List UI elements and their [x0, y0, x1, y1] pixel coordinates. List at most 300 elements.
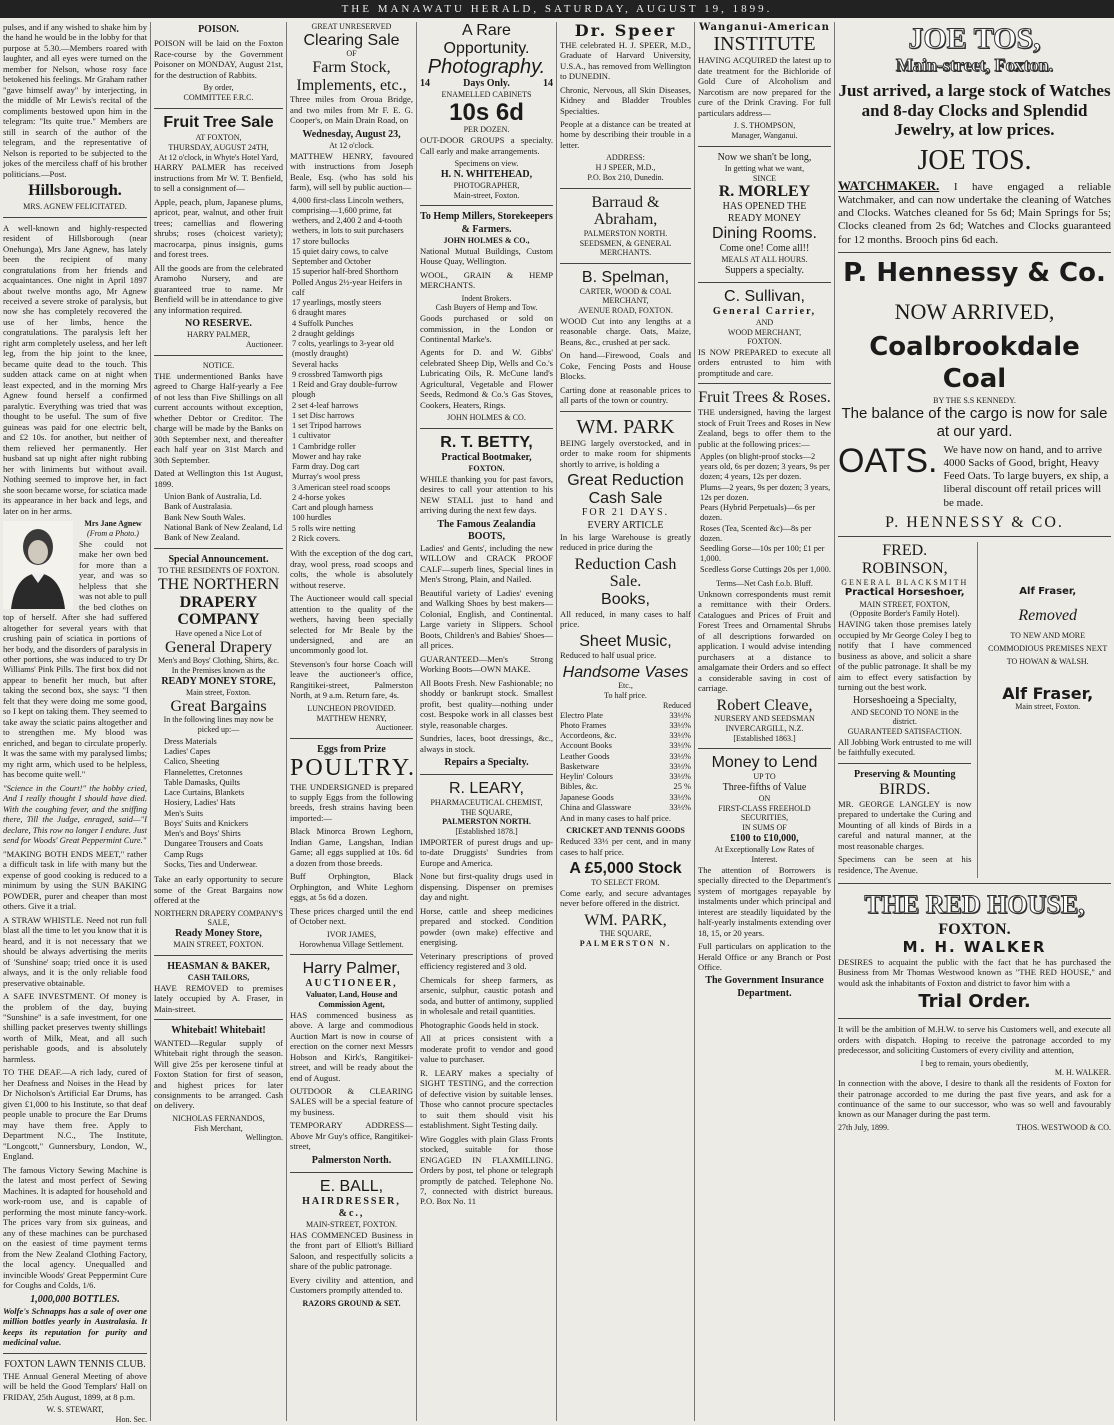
reduction-item: Japanese Goods	[560, 792, 614, 802]
ad-text: HAS OPENED THE	[722, 200, 807, 212]
ad-text: Horseshoeing a Specialty,	[852, 695, 957, 707]
ad-text: TO NEW AND MORE COMMODIOUS PREMISES NEXT TO HOWAN & WALSH.	[988, 631, 1108, 666]
ad-headline: Dining Rooms.	[712, 225, 817, 243]
ad-signature: Horowhenua Village Settlement.	[299, 939, 404, 949]
ad-body: Black Minorca Brown Leghorn, Indian Game, Langshan, Indian Game; all eggs supplied at 10s. 6d a dozen from those breeds.	[290, 826, 413, 868]
ad-text: NORTHERN DRAPERY COMPANY'S SALE,	[154, 908, 283, 928]
stock-item: 2 draught geldings	[292, 328, 355, 338]
column-2	[154, 22, 283, 1288]
ad-text: GREAT UNRESERVED	[311, 22, 392, 31]
ad-text: Indent Brokers.	[461, 293, 512, 303]
ad-signature: Auctioneer.	[375, 723, 413, 733]
ad-text: TO SELECT FROM.	[591, 877, 660, 887]
ad-date: 27th July, 1899.	[838, 1122, 890, 1132]
ad-body: Photographic Goods held in stock.	[420, 1019, 539, 1030]
reduction-row	[560, 772, 691, 782]
reduction-percent: 33⅓%	[669, 731, 691, 740]
ad-text: P.O. Box 210, Dunedin.	[587, 172, 664, 182]
news-paragraph: The famous Victory Sewing Machine is the latest and most perfect of Sewing Machines. It is adapted for household and work-room use, and is capable of performing the most minute fancy-work. The prices vary from six guineas, and any of these machines can be purchased on the easiest of time payment terms from the New Zealand Clothing Factory, the local agency. Unequalled and invincible Woods' Great Peppermint Cure for Coughs and Colds, 1/6.	[3, 1164, 147, 1291]
ad-body: OUT-DOOR GROUPS a specialty. Call early and make arrangements.	[420, 135, 553, 156]
news-paragraph: A SAFE INVESTMENT. Of money is the problem of the day, buying "Sunshine" is a safe investment, for one shilling packet preserves twenty shillings worth of Milk, Meat, and all such perishable goods, and is absolutely harmless.	[3, 991, 147, 1064]
ad-text: PHOTOGRAPHER,	[453, 180, 520, 190]
ad-body: Sundries, laces, boot dressings, &c., always in stock.	[420, 733, 553, 754]
ad-text: At Exceptionally Low Rates of	[714, 845, 815, 855]
ad-headline: Coalbrookdale Coal	[869, 332, 1080, 394]
ad-text: AND SECOND TO NONE in the district.	[850, 707, 959, 727]
ad-text: Valuator, Land, House and Commission Agent,	[305, 990, 398, 1009]
reduction-percent: 33⅓%	[669, 772, 691, 781]
ad-headline: READY MONEY STORE,	[161, 675, 276, 687]
ad-text: PALMERSTON N.	[579, 938, 672, 948]
ad-headline: Just arrived, a large stock of Watches and 8-day Clocks and Splendid Jewelry, at low prices.	[838, 80, 1111, 140]
column-3	[290, 22, 417, 1308]
days-text: Days Only.	[463, 78, 510, 90]
ad-headline: R. T. BETTY,	[440, 434, 533, 452]
article-headline: Hillsborough.	[28, 182, 122, 200]
ad-signature: M. H. WALKER.	[1054, 1068, 1111, 1078]
ad-body: R. LEARY makes a specialty of SIGHT TESTING, and the correction of defective vision by suitable lenses. Those who cannot procure spectacles to suit them should visit his establishment. Sight Testing daily.	[420, 1067, 553, 1131]
reductions-table	[560, 711, 691, 814]
ad-body: TEMPORARY ADDRESS—Above Mr Guy's office, Rangitikei-street,	[290, 1120, 413, 1152]
ad-headline: Fruit Tree Sale	[163, 113, 274, 131]
fruit-price-item: Scedless Gorse Cuttings 20s per 1,000.	[700, 564, 831, 574]
oats-headline: OATS.	[838, 441, 938, 480]
ad-signature: Fish Merchant,	[194, 1123, 243, 1133]
ad-body: In connection with the above, I desire to thank all the residents of Foxton for their patronage accorded to me during the past five years, and ask for a continuance of the same to our successor, who was so well and favourably known as our Manager during the past term.	[838, 1078, 1111, 1120]
ad-text: Three-fifths of Value	[722, 781, 807, 793]
ad-headline: Fruit Trees & Roses.	[698, 389, 831, 407]
ad-body: HAS COMMENCED Business in the front part of Elliott's Billiard Saloon, and respectfully solicits a share of the public patronage.	[290, 1229, 413, 1272]
stock-item: 9 crossbred Tamworth pigs	[292, 369, 383, 379]
ad-row	[420, 78, 553, 90]
ad-headline: Reduction Cash Sale.	[574, 555, 677, 591]
ad-body: Beautiful variety of Ladies' evening and Walking Shoes by best makers—Colonial, English, and Continental. Large variety in Slippers. School Boots, Children's and Babies' Shoes—all prices.	[420, 587, 553, 651]
ad-headline: BIRDS.	[879, 781, 931, 799]
ad-body: Ladies' and Gents', including the new WILLOW and CRACK PROOF CALF—superb lines, Special lines in Men's Strong, Plain, and Nailed.	[420, 542, 553, 585]
ad-body: All Jobbing Work entrusted to me will be faithfully executed.	[838, 736, 972, 758]
ad-body: Come early, and secure advantages never before offered in the district.	[560, 887, 691, 909]
reduction-item: China and Glassware	[560, 802, 632, 812]
news-paragraph: A STRAW WHISTLE. Need not run full blast all the time to let you know that it is heard, and it is not necessary that we should be always advertising the merits of 'Sunshine' soap; tried once it is used always, and it is the only reliable food preservative obtainable.	[3, 914, 147, 988]
reduction-row	[560, 741, 691, 751]
ad-text: THURSDAY, AUGUST 24TH,	[168, 142, 269, 152]
bank-name: Bank of New Zealand.	[164, 533, 240, 543]
reduction-percent: 33⅓%	[669, 751, 691, 761]
ad-body: HAS commenced business as above. A large and commodious Auction Mart is now in course of erection on the corner next Messrs Hobson and Kirk's, Rangitikei-street, and will be ready about the end of August.	[290, 1009, 413, 1083]
ad-headline: Sheet Music,	[579, 632, 672, 650]
ad-signature: NICHOLAS FERNANDOS,	[172, 1113, 265, 1123]
ad-body: HARRY PALMER has received instructions from Mr W. T. Benfield, to sell a consignment of—	[154, 162, 283, 194]
ad-body: All the goods are from the celebrated Aramoho Nursery, and are guaranteed true to name. Mr Benfield will be in attendance to give any information required.	[154, 262, 283, 315]
ad-body: All at prices consistent with a moderate profit to vendor and good value to purchaser.	[420, 1033, 553, 1065]
days-number: 14	[543, 78, 553, 90]
ad-headline: The balance of the cargo is now for sale at our yard.	[841, 405, 1108, 440]
ad-body: Agents for D. and W. Gibbs' celebrated Sheep Dip, Wells and Co.'s Lubricating Oils, R. McCune land's Agricultural, Vegetable and Flower Seeds, Redmond & Co.'s Gas Stoves, Cookers, Heaters, Rings.	[420, 347, 553, 410]
ad-headline: Wanganui-American	[699, 22, 830, 33]
ad-body: The attention of Borrowers is specially directed to the Department's system of mortgages repayable by instalments under which principal and interest are steadily liquidated by the half-yearly instalments extending over 18, 15, or 20 years.	[698, 864, 831, 938]
bargain-item: Boys' Suits and Knickers	[164, 818, 249, 828]
stock-item: 2 set 4-leaf harrows	[292, 400, 359, 410]
newspaper-masthead: THE MANAWATU HERALD, SATURDAY, AUGUST 19, 1899.	[0, 0, 1114, 18]
reduction-item: Heylin' Colours	[560, 772, 613, 781]
ad-text: FOR 21 DAYS.	[581, 507, 670, 519]
ad-text: IN SUMS OF	[742, 823, 787, 833]
ad-headline: Preserving & Mounting	[853, 768, 956, 780]
reduction-percent: 33⅓%	[669, 792, 691, 802]
ad-headline: M. H. WALKER	[902, 938, 1047, 957]
ad-headline: Wednesday, August 23,	[302, 128, 401, 140]
ad-headline: Great Bargains	[170, 697, 267, 715]
ad-text: FOXTON.	[747, 337, 782, 347]
ad-body: Wire Goggles with plain Glass Fronts stocked, suitable for those ENGAGED IN FLAXMILLING. Orders by post, tel phone or telegraph promptly de patched. Telephone No. 7, connected with district bureaus. P.O. Box No. 11	[420, 1133, 553, 1207]
stock-item: Farm dray. Dog cart	[292, 462, 360, 472]
ad-text: THE SQUARE,	[460, 807, 513, 817]
ad-text: Have opened a Nice Lot of	[175, 628, 262, 638]
ad-text: [Established 1863.]	[733, 733, 796, 743]
reduction-item: Accordeons, &c.	[560, 731, 617, 740]
ad-headline: H. N. WHITEHEAD,	[440, 168, 533, 180]
reduction-percent: 33⅓%	[669, 802, 691, 812]
ad-headline: The Famous Zealandia BOOTS,	[437, 518, 536, 542]
bargain-item: Table Damasks, Quilts	[164, 777, 240, 787]
ad-body: MATTHEW HENRY, favoured with instructions from Joseph Beale, Esq. (who has sold his farm), will sell by public auction—	[290, 150, 413, 193]
ad-headline: WM. PARK	[576, 415, 675, 438]
ad-signature: THOS. WESTWOOD & CO.	[1016, 1122, 1111, 1132]
watchmaker-label: WATCHMAKER.	[838, 177, 940, 193]
bargain-item: Men's and Boys' Shirts	[164, 829, 241, 839]
ad-body: People at a distance can be treated at home by describing their trouble in a letter.	[560, 118, 691, 150]
ad-signature: HARRY PALMER,	[187, 330, 250, 340]
ad-headline: Eggs from Prize	[317, 744, 386, 756]
reduced-header: Reduced	[663, 700, 691, 710]
ad-text: Cash Buyers of Hemp and Tow.	[435, 303, 538, 313]
bank-name: National Bank of New Zealand, Ld	[164, 522, 283, 532]
ad-signature: COMMITTEE F.R.C.	[183, 92, 254, 102]
ad-signature: Manager, Wanganui.	[731, 130, 798, 140]
stock-item: Murray's wool press	[292, 472, 361, 482]
ad-text: FIRST-CLASS FREEHOLD	[718, 803, 811, 813]
ad-text: At 12 o'clock.	[329, 140, 374, 150]
robinson-ad	[838, 542, 971, 878]
ad-headline: RAZORS GROUND & SET.	[302, 1298, 401, 1308]
bargain-item: Lace Curtains, Blankets	[164, 788, 245, 798]
ad-text: GUARANTEED SATISFACTION.	[847, 727, 962, 737]
ad-text: WOOD MERCHANT,	[727, 327, 802, 337]
reduction-percent: 33⅓%	[669, 720, 691, 730]
reduction-row	[560, 711, 691, 721]
ad-text: At 12 o'clock, in Whyte's Hotel Yard,	[158, 152, 279, 162]
ad-body: MR. GEORGE LANGLEY is now prepared to undertake the Curing and Mounting of all kinds of Birds in a careful and natural manner, at the most reasonable charges.	[838, 798, 972, 851]
ad-signature: Wellington.	[245, 1133, 283, 1143]
ad-text: Main street, Foxton.	[1015, 702, 1081, 712]
ad-text: JOHN HOLMES & CO.,	[443, 235, 530, 245]
fruit-price-item: Plums—2 years, 9s per dozen; 3 years, 12s per dozen.	[700, 482, 831, 502]
ad-text: Main-street, Foxton.	[453, 190, 520, 200]
ad-signature: IVOR JAMES,	[327, 929, 376, 939]
ad-body: We have now on hand, and to arrive 4000 Sacks of Good, bright, Heavy Feed Oats. To large buyers, ex ship, a liberal discount off retail prices will be made.	[943, 443, 1109, 509]
ad-headline: To Hemp Millers, Storekeepers & Farmers.	[420, 211, 553, 235]
stock-item: 5 rolls wire netting	[292, 523, 356, 533]
stock-item: 2 Rick covers.	[292, 533, 341, 543]
ad-text: PER DOZEN.	[463, 125, 510, 135]
ad-body: BEING largely overstocked, and in order to make room for shipments shortly to arrive, is holding a	[560, 437, 691, 469]
reduction-row	[560, 762, 691, 772]
stock-item: Several hacks	[292, 359, 339, 369]
reduction-row	[560, 803, 691, 813]
ad-headline: JOE TOS,	[908, 22, 1041, 55]
bargain-list	[164, 737, 283, 870]
ad-text: MEALS AT ALL HOURS.	[721, 255, 808, 265]
ad-body: GUARANTEED—Men's Strong Working Boots—OWN MAKE.	[420, 653, 553, 675]
column-6	[698, 22, 831, 1288]
ad-headline: Barraud & Abraham,	[591, 193, 660, 229]
ad-headline: POISON.	[198, 24, 239, 35]
reduction-row	[560, 721, 691, 731]
ad-body: All reduced, in many cases to half price.	[560, 608, 691, 630]
ad-body: Unknown correspondents must remit a remittance with their Orders. Catalogues and Prices of Fruit and Forest Trees and Ornamental Shrubs of all descriptions forwarded on application. I would advise intending purchasers at a distance to amalgamate their Orders and so effect a considerable saving in cost of carriage.	[698, 588, 831, 694]
stock-item: 1 cultivator	[292, 431, 331, 441]
reduction-item: Electro Plate	[560, 710, 604, 720]
column-rule	[286, 22, 287, 1421]
ad-body: Chronic, Nervous, all Skin Diseases, Kidney and Bladder Troubles Specialties.	[560, 84, 691, 116]
ad-headline: AUCTIONEER,	[305, 977, 398, 989]
ad-headline: Now we shan't be long,	[717, 151, 812, 163]
ad-body: IMPORTER of purest drugs and up-to-date Druggists' Sundries from Europe and America.	[420, 836, 553, 868]
ad-text: BY THE S.S KENNEDY.	[933, 395, 1016, 405]
ad-text: ON	[758, 793, 771, 803]
article-subheadline: MRS. AGNEW FELICITATED.	[23, 201, 127, 211]
ad-body: WANTED—Regular supply of Whitebait right through the season. Will give 25s per kerosene tinful at Foxton Station for first of season, and highest prices for later consignments to be arranged. Cash on delivery.	[154, 1037, 283, 1111]
ad-body: None but first-quality drugs used in dispensing. Dispenser on premises day and night.	[420, 871, 553, 903]
ad-headline: Palmerston North.	[311, 1154, 392, 1166]
ad-text: UP TO	[753, 772, 776, 782]
ad-text: Come one! Come all!!	[719, 242, 810, 254]
bank-name: Bank of Australasia.	[164, 502, 233, 512]
ad-headline: Handsome Vases	[562, 663, 689, 681]
ad-body: WOOL, GRAIN & HEMP MERCHANTS.	[420, 269, 553, 291]
ad-headline: B. Spelman,	[581, 269, 670, 287]
bank-name: Union Bank of Australia, Ld.	[164, 492, 262, 502]
ad-text: PHARMACEUTICAL CHEMIST,	[430, 797, 543, 807]
fruit-price-list	[700, 452, 831, 575]
ad-headline: THE RED HOUSE,	[864, 890, 1085, 920]
ad-body: Reduced to half usual price.	[560, 650, 657, 661]
ad-headline: INSTITUTE	[713, 33, 816, 56]
ad-headline: A Rare Opportunity.	[443, 22, 530, 57]
ad-text: NURSERY AND SEEDSMAN	[714, 714, 815, 724]
ad-body: The Auctioneer would call special attention to the quality of the wethers, having been specially selected for Mr Beale by the undersigned, and are an uncommonly good lot.	[290, 593, 413, 656]
column-rule	[416, 22, 417, 1421]
ad-headline: Practical Horseshoer,	[844, 587, 965, 599]
ad-headline: Practical Bootmaker,	[441, 451, 532, 463]
column-rule	[556, 22, 557, 1421]
stock-item: 1 Cambridge roller	[292, 441, 356, 451]
ad-headline: R. MORLEY	[718, 183, 811, 201]
portrait-caption: Mrs Jane Agnew	[84, 519, 142, 529]
ad-headline: FRED. ROBINSON,	[861, 542, 948, 578]
ad-body: All Boots Fresh. New Fashionable; no shoddy or bankrupt stock. Smallest profit, best quality—nothing under cost. Bespoke work in all classes best style, reasonable charges.	[420, 677, 553, 730]
ad-headline: 1,000,000 BOTTLES.	[30, 1293, 120, 1305]
reduction-percent: 33⅓%	[669, 741, 691, 751]
ad-text: MAIN STREET, FOXTON.	[173, 940, 264, 950]
ad-text: [Established 1878.]	[455, 827, 518, 837]
bank-name: Bank New South Wales.	[164, 512, 246, 522]
ad-body: I have engaged a reliable Watchmaker, and can now undertake the cleaning of Watches and Clocks. Watches cleaned for 5s 6d; Main Springs for 5s; Clocks cleaned from 2s 6d; Watches and Clocks guaranteed for 12 months. Brooch pins 6d each.	[838, 180, 1112, 246]
stock-item: 1 set Tripod harrows	[292, 421, 362, 431]
ad-text: Specimens on view.	[454, 159, 519, 169]
ad-text: Men's and Boys' Clothing, Shirts, &c.	[157, 656, 280, 666]
stock-item: 7 colts, yearlings to 3-year old (mostly draught)	[292, 339, 394, 359]
ad-body: DESIRES to acquaint the public with the fact that he has purchased the Business from Mr Thomas Westwood known as "THE RED HOUSE," and would ask the inhabitants of Foxton and district to favor him with a	[838, 956, 1111, 988]
ad-body: THE celebrated H. J. SPEER, M.D., Graduate of Harvard University, U.S.A., has removed from Wellington to DUNEDIN.	[560, 39, 691, 82]
ad-text: OF	[346, 49, 357, 59]
reduction-row	[560, 731, 691, 741]
portrait-credit: (From a Photo.)	[87, 528, 139, 538]
ad-text: MAIN STREET, FOXTON,	[859, 599, 950, 609]
ad-headline: Alf Fraser,	[1002, 683, 1094, 703]
reduction-percent: 25 %	[673, 782, 691, 792]
ad-body: Horse, cattle and sheep medicines prepared and stocked. Condition powder (own make) effective and energising.	[420, 905, 553, 948]
ad-headline: A £5,000 Stock	[569, 860, 682, 878]
stock-item: Mower and hay rake	[292, 451, 362, 461]
ad-text: I beg to remain, yours obediently,	[920, 1058, 1029, 1068]
news-paragraph: "MAKING BOTH ENDS MEET," rather a difficult task in life with many but the expense of good cooking is reduced to a minimum by using the SUN BAKING POWDER, purer and cheaper than most others. Give it a trial.	[3, 848, 147, 912]
ad-headline: NO RESERVE.	[185, 318, 252, 330]
ad-body: Every civility and attention, and Customers promptly attended to.	[290, 1274, 413, 1296]
ad-body: These prices charged until the end of October next.	[290, 905, 413, 927]
news-paragraph: "Science in the Court!" the hobby cried, And I really thought I should have died. With the coughing fever, and the sniffing there, Till the Judge, enraged, said—"I declare, This row no longer I endure. Just send for Woods' Great Peppermint Cure."	[3, 782, 147, 846]
ad-text: AT FOXTON,	[195, 133, 242, 143]
stock-item: 4 Suffolk Punches	[292, 318, 354, 328]
ad-body: Take an early opportunity to secure some of the Great Bargains now offered at the	[154, 874, 283, 906]
ad-signature: MATTHEW HENRY,	[316, 713, 387, 723]
stock-item: 1 set Disc harrows	[292, 410, 355, 420]
bargain-item: Calico, Sheeting	[164, 757, 220, 767]
reduction-row	[560, 793, 691, 803]
ad-body: Reduced 33⅓ per cent, and in many cases to half price.	[560, 836, 691, 857]
stock-item: 3 American steel road scoops	[292, 482, 391, 492]
ad-headline: Harry Palmer,	[302, 960, 401, 978]
ad-headline: JOE TOS.	[917, 144, 1032, 176]
reduction-row	[560, 782, 691, 792]
news-paragraph: A well-known and highly-respected resident of Hillsborough (near Onehunga), Mrs Jane Agnew, has lately been the recipient of many congratulations from her friends and acquaintances. One night in April 1897 about twelve months ago, Mr Agnew received a severe stroke of paralysis, but now she has completely recovered the use of her limbs, hence the congratulations. The paralysis left her right arm completely useless, and her left leg, from the hip joint to the knee, became quite dead to the touch. This sudden attack came on at night when least expected, and in the morning Mrs Agnew found herself a confirmed paralytic. Everything was tried that was thought to be useful. The sum of five guineas was paid for one electric belt, and £2 10s. for another, but neither of them relieved her permanently. Her husband sat up night after night rubbing her with liniments but without avail. Nothing seemed to improve her, in fact she soon became worse, for sciatica made its appearance in her back and legs, and later on in her arms.	[3, 222, 147, 516]
reduction-item: Leather Goods	[560, 751, 610, 761]
ad-text: In getting what we want,	[724, 163, 805, 173]
ad-headline: Great Reduction	[567, 472, 684, 490]
ad-headline: The Government Insurance Department.	[705, 975, 824, 999]
ad-text: MAIN-STREET, FOXTON.	[305, 1220, 398, 1230]
ad-text: LUNCHEON PROVIDED.	[307, 703, 396, 713]
days-number: 14	[420, 78, 430, 90]
stock-item: 15 superior half-bred Shorthorn Polled Angus 2½-year Heifers in calf	[292, 267, 403, 297]
ad-body: IS NOW PREPARED to execute all orders entrusted to him with promptitude and care.	[698, 347, 831, 378]
ad-body: Dated at Wellington this 1st August, 1899.	[154, 468, 283, 489]
ad-body: Veterinary prescriptions of proved efficiency registered and 3 old.	[420, 950, 553, 972]
ad-body: National Mutual Buildings, Custom House Quay, Wellington.	[420, 245, 553, 267]
ad-headline: General Drapery	[164, 638, 273, 656]
ad-body: Stevenson's four horse Coach will leave the auctioneer's office, Rangitikei-street, Palmerston North, at 9 a.m. Return fare, 4s.	[290, 658, 413, 701]
ad-body: THE undermentioned Banks have agreed to Charge Half-yearly a Fee of not less than Five Shillings on all current accounts without exception, whether Debtor or Creditor. The charge will be made by the Banks on 30th September next, and thereafter each half year on 31st March and 30th September.	[154, 370, 283, 465]
ad-body: And in many cases to half price.	[560, 813, 671, 823]
ad-signature: Hon. Sec.	[115, 1415, 147, 1425]
ad-body: THE Annual General Meeting of above will be held the Good Templars' Hall on FRIDAY, 25th August, 1899, at 8 p.m.	[3, 1370, 147, 1402]
fraser-ad	[984, 542, 1111, 878]
ad-text: CARTER, WOOD & COAL MERCHANT,	[579, 286, 672, 306]
bank-list	[164, 492, 283, 543]
ad-headline: Clearing Sale	[303, 31, 400, 49]
ad-body: Chemicals for sheep farmers, as arsenic, sulphur, caustic potash and soda, and butter of antimony, supplied in wholesale and retail quantities.	[420, 974, 553, 1017]
ad-text: By order,	[203, 83, 234, 93]
ad-headline: WM. PARK,	[584, 911, 667, 929]
ad-headline: Photography.	[427, 56, 546, 79]
column-7	[838, 22, 1111, 1288]
reduction-item: Bibles, &c.	[560, 782, 598, 792]
ad-body: Three miles from Oroua Bridge, and two miles from Mr F. E. G. Cooper's, on Main Drain Road, on	[290, 94, 413, 126]
stock-item: 6 draught mares	[292, 308, 346, 318]
ad-body: HAVING taken those premises lately occupied by Mr George Coley I beg to notify that I have commenced business as above, and solicit a share of the public patronage. It shall be my aim to effect every satisfaction by turning out the best work.	[838, 619, 972, 692]
ad-text: SEEDSMEN, & GENERAL MERCHANTS.	[579, 238, 672, 258]
stock-list	[292, 196, 413, 545]
ad-text: Terms—Net Cash f.o.b. Bluff.	[716, 578, 813, 588]
ad-text: (Opposite Border's Family Hotel).	[850, 609, 960, 619]
ad-body: Wolfe's Schnapps has a sale of over one million bottles yearly in Australasia. It keeps its reputation for purity and medicinal value.	[3, 1305, 147, 1348]
stock-item: 15 quiet dairy cows, to calve September and October	[292, 246, 389, 267]
news-paragraph: She could not make her own bed for more than a year, and was so helpless that she was not able to pull the bed clothes on top of herself. After she had suffered altogether for several years with that crushing pain of sciatica in portions of her body, and the disorders of paralysis in other portions, she was induced to try Dr Williams' Pink Pills. The first box did not appear to benefit her much, but after taking the second box, she says: "I then felt that they were doing me some good, so I kept on taking them. They seemed to take away the sciatic pains altogether and to strengthen me. My blood was enriched, and began to circulate properly. It was the same with my paralysed limbs; my right arm, which used to be helpless, has become quite well."	[3, 538, 147, 780]
bargain-item: Ladies' Capes	[164, 747, 211, 757]
ad-headline: Farm Stock, Implements, etc.,	[296, 59, 407, 94]
stock-item: 1 Reid and Gray double-furrow plough	[292, 380, 398, 400]
ad-signature: JOHN HOLMES & CO.	[447, 413, 526, 423]
column-4	[420, 22, 553, 1288]
ad-text: AVENUE ROAD, FOXTON.	[578, 306, 673, 316]
ad-text: Interest.	[751, 854, 778, 864]
ad-headline: NOTICE.	[202, 360, 235, 370]
ad-body: HAVE REMOVED to premises lately occupied by A. Fraser, in Main-street.	[154, 982, 283, 1014]
stock-item: 4,000 first-class Lincoln wethers, comprising—1,600 prime, fat wethers, and 2,400 2 and 4-tooth wethers, in lots to suit purchasers	[292, 195, 404, 236]
stock-item: Cart and plough harness	[292, 503, 374, 513]
ad-text: H J SPEER, M.D.,	[595, 163, 656, 173]
ad-text: READY MONEY	[727, 213, 802, 225]
bargain-item: Men's Suits	[164, 808, 203, 818]
ad-body: On hand—Firewood, Coals and Coke, Fencing Posts and House Blocks.	[560, 350, 691, 382]
ad-body: THE UNDERSIGNED is prepared to supply Eggs from the following breeds, fresh strains having been imported:—	[290, 781, 413, 823]
reduction-item: Basketware	[560, 761, 600, 771]
ad-headline: Ready Money Store,	[175, 928, 262, 940]
stock-item: 100 hurdles	[292, 513, 332, 523]
ad-body: Specimens can be seen at his residence, The Avenue.	[838, 854, 972, 875]
ad-headline: General Carrier,	[712, 305, 817, 317]
ad-headline: POULTRY.	[290, 755, 417, 782]
ad-body: In his large Warehouse is greatly reduced in price during the	[560, 531, 691, 553]
ad-text: ADDRESS:	[606, 153, 645, 163]
fruit-price-item: Seedling Gorse—10s per 100; £1 per 1,000.	[700, 544, 825, 564]
column-rule	[150, 22, 151, 1421]
ad-headline: NOW ARRIVED,	[894, 299, 1055, 325]
ad-headline: Main-street, Foxton.	[895, 55, 1054, 75]
column-rule	[834, 22, 835, 1421]
ad-body: It will be the ambition of M.H.W. to serve his Customers well, and execute all orders with dispatch. Hoping to receive the patronage accorded to my predecessor, and soliciting Customers of every civility and attention,	[838, 1024, 1111, 1056]
ad-text: CASH TAILORS,	[187, 973, 250, 983]
ad-text: THE SQUARE,	[599, 929, 652, 939]
bargain-item: Flannelettes, Cretonnes	[164, 767, 243, 777]
ad-body: POISON will be laid on the Foxton Race-course by the Government Poisoner on MONDAY, August 21st, for the destruction of Rabbits.	[154, 38, 283, 80]
ad-text: SINCE	[752, 173, 777, 183]
ad-headline: Robert Cleave,	[716, 696, 813, 714]
column-1	[3, 22, 147, 1425]
ad-headline: C. Sullivan,	[724, 287, 805, 305]
reduction-item: Account Books	[560, 741, 612, 751]
ad-body: Apple, peach, plum, Japanese plums, apricot, pear, walnut, and other fruit trees; camellias and flowering shrubs; roses (choicest variety); macrocarpa, pinus insignis, gums and forest trees.	[154, 196, 283, 260]
